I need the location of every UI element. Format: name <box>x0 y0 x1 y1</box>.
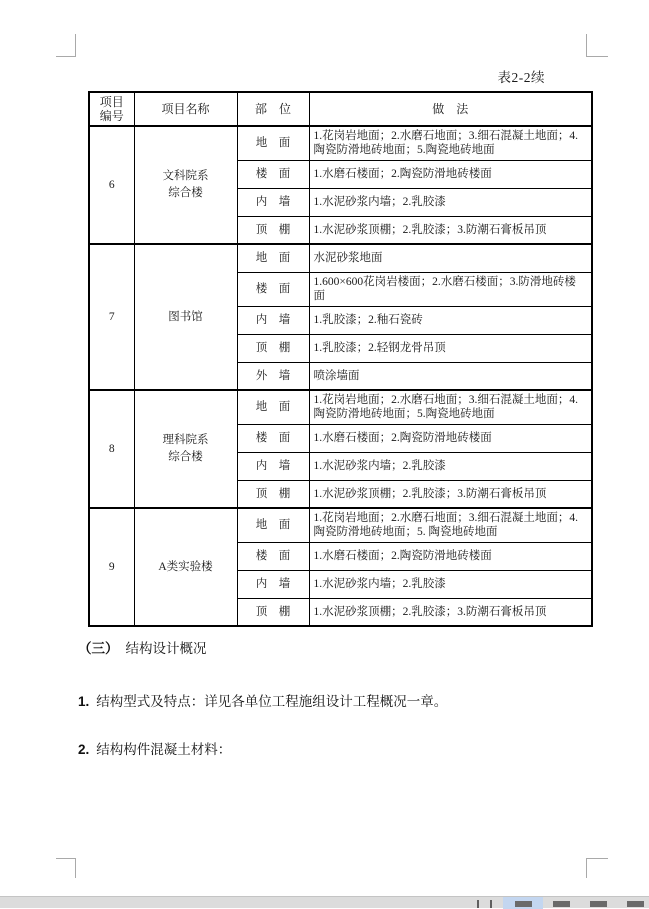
section-heading-marker: （三） <box>78 641 119 656</box>
part-cell: 楼 面 <box>237 542 309 570</box>
read-mode-icon <box>553 901 570 907</box>
crop-mark-top-right <box>586 34 608 57</box>
method-cell: 1.水泥砂浆顶棚；2.乳胶漆；3.防潮石膏板吊顶 <box>309 598 592 626</box>
outline-view-button[interactable] <box>622 897 649 909</box>
part-cell: 地 面 <box>237 390 309 424</box>
part-cell: 地 面 <box>237 126 309 160</box>
crop-mark-bottom-right <box>586 858 608 878</box>
spec-table <box>88 91 593 627</box>
method-cell: 1.水泥砂浆内墙；2.乳胶漆 <box>309 188 592 216</box>
header-part: 部 位 <box>237 92 309 126</box>
part-cell: 地 面 <box>237 508 309 542</box>
table-item-group <box>89 508 592 626</box>
read-mode-view-button[interactable] <box>548 897 576 909</box>
item-number-cell: 7 <box>89 244 134 390</box>
part-cell: 地 面 <box>237 244 309 272</box>
item-name-cell <box>134 244 237 390</box>
table-caption: 表2-2续 <box>0 66 545 86</box>
method-cell: 1.600×600花岗岩楼面；2.水磨石楼面；3.防滑地砖楼面 <box>309 272 592 306</box>
header-method: 做 法 <box>309 92 592 126</box>
web-layout-view-button[interactable] <box>585 897 613 909</box>
method-cell: 1.水泥砂浆内墙；2.乳胶漆 <box>309 570 592 598</box>
item-name-line: 综合楼 <box>139 185 233 202</box>
method-cell: 1.花岗岩地面；2.水磨石地面；3.细石混凝土地面；4.陶瓷防滑地砖地面；5.陶瓷地砖地面 <box>309 126 592 160</box>
table-item-group <box>89 390 592 508</box>
table-item-group <box>89 126 592 244</box>
method-cell: 1.乳胶漆；2.轻钢龙骨吊顶 <box>309 334 592 362</box>
part-cell: 顶 棚 <box>237 480 309 508</box>
table-item-group <box>89 244 592 390</box>
method-cell: 1.乳胶漆；2.釉石瓷砖 <box>309 306 592 334</box>
outline-view-icon <box>627 901 644 907</box>
part-cell: 内 墙 <box>237 452 309 480</box>
item-number-cell: 8 <box>89 390 134 508</box>
paragraph-2-marker: 2. <box>78 742 89 757</box>
item-name-cell <box>134 390 237 508</box>
part-cell: 顶 棚 <box>237 334 309 362</box>
header-project-number: 项目 编号 <box>89 92 134 126</box>
item-name-line: 理科院系 <box>139 432 233 449</box>
method-cell: 1.水磨石楼面；2.陶瓷防滑地砖楼面 <box>309 542 592 570</box>
part-cell: 顶 棚 <box>237 216 309 244</box>
item-name-cell <box>134 508 237 626</box>
method-cell: 水泥砂浆地面 <box>309 244 592 272</box>
item-name-line: 文科院系 <box>139 168 233 185</box>
part-cell: 外 墙 <box>237 362 309 390</box>
item-number-cell: 9 <box>89 508 134 626</box>
item-name-line: A类实验楼 <box>139 559 233 576</box>
method-cell: 1.水泥砂浆顶棚；2.乳胶漆；3.防潮石膏板吊顶 <box>309 480 592 508</box>
part-cell: 顶 棚 <box>237 598 309 626</box>
table-row <box>89 126 592 160</box>
spec-table-header <box>89 92 592 126</box>
print-layout-view-button[interactable] <box>503 897 543 909</box>
item-name-line: 图书馆 <box>139 309 233 326</box>
method-cell: 1.花岗岩地面；2.水磨石地面；3.细石混凝土地面；4.陶瓷防滑地砖地面；5.陶瓷地砖地面 <box>309 390 592 424</box>
header-project-name: 项目名称 <box>134 92 237 126</box>
part-cell: 楼 面 <box>237 160 309 188</box>
method-cell: 1.水磨石楼面；2.陶瓷防滑地砖楼面 <box>309 424 592 452</box>
status-bar <box>0 896 649 908</box>
paragraph-2-text: 结构构件混凝土材料： <box>96 742 231 757</box>
paragraph-1-marker: 1. <box>78 694 89 709</box>
table-row <box>89 508 592 542</box>
web-layout-icon <box>590 901 607 907</box>
table-row <box>89 244 592 272</box>
part-cell: 内 墙 <box>237 570 309 598</box>
item-name-cell <box>134 126 237 244</box>
section-heading-text: 结构设计概况 <box>126 641 207 656</box>
crop-mark-top-left <box>56 34 76 57</box>
crop-mark-bottom-left <box>56 858 76 878</box>
part-cell: 内 墙 <box>237 306 309 334</box>
part-cell: 内 墙 <box>237 188 309 216</box>
method-cell: 1.水泥砂浆顶棚；2.乳胶漆；3.防潮石膏板吊顶 <box>309 216 592 244</box>
paragraph-1 <box>78 690 548 710</box>
paragraph-1-text: 结构型式及特点：详见各单位工程施组设计工程概况一章。 <box>96 694 447 709</box>
item-number-cell: 6 <box>89 126 134 244</box>
paragraph-2 <box>78 738 548 758</box>
selection-brackets-icon[interactable] <box>477 900 492 908</box>
part-cell: 楼 面 <box>237 424 309 452</box>
item-name-line: 综合楼 <box>139 449 233 466</box>
method-cell: 1.花岗岩地面；2.水磨石地面；3.细石混凝土地面；4.陶瓷防滑地砖地面；5. 陶瓷地砖地面 <box>309 508 592 542</box>
print-layout-icon <box>515 901 532 907</box>
method-cell: 喷涂墙面 <box>309 362 592 390</box>
table-row <box>89 390 592 424</box>
method-cell: 1.水泥砂浆内墙；2.乳胶漆 <box>309 452 592 480</box>
method-cell: 1.水磨石楼面；2.陶瓷防滑地砖楼面 <box>309 160 592 188</box>
part-cell: 楼 面 <box>237 272 309 306</box>
section-heading <box>78 637 548 657</box>
